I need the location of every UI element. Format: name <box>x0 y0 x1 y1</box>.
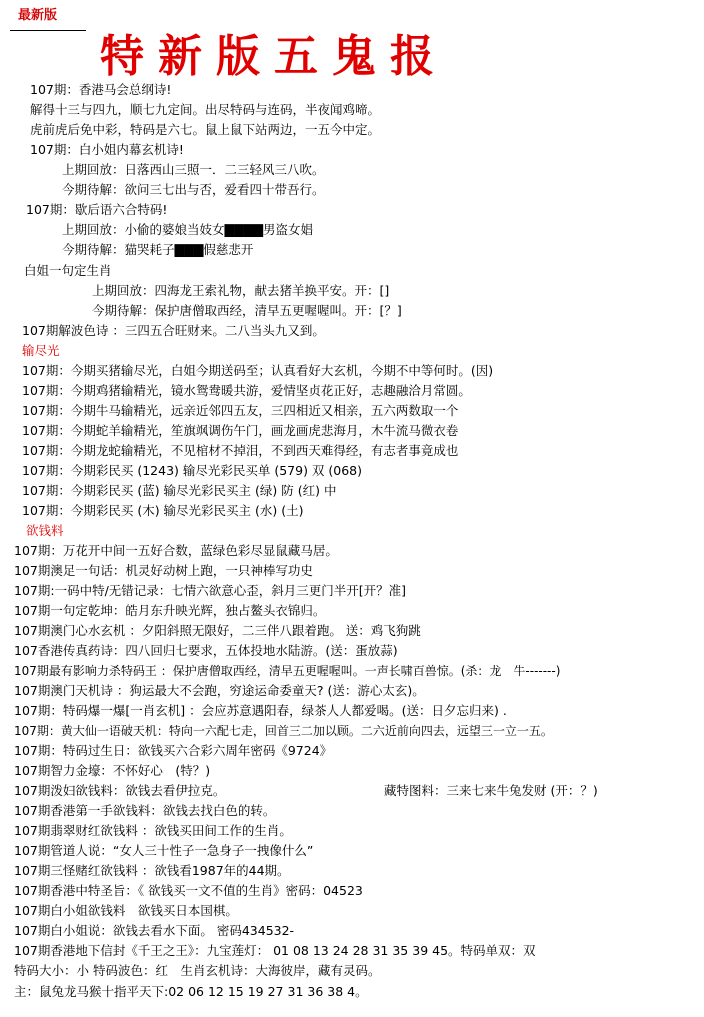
text-line: 白姐一句定生肖 <box>24 263 112 278</box>
text-line: 107期：特码过生日：欲钱买六合彩六周年密码《9724》 <box>14 743 333 758</box>
text-line: 107期：今期买猪输尽光，白姐今期送码至；认真看好大玄机，今期不中等何时。(因) <box>22 363 494 378</box>
text-line: 107期澳足一句话：机灵好动树上跑，一只神棒写功史 <box>14 563 313 578</box>
text-line: 107期：今期鸡猪输精光，镜水鸳鸯暖共游，爱情坚贞花正好，志趣融洽月常圆。 <box>22 383 471 398</box>
text-line: 107期：今期龙蛇输精光，不见棺材不掉泪，不到西天难得经，有志者事竟成也 <box>22 443 459 458</box>
text-line: 107期:一码中特/无错记录：七情六欲意心歪，斜月三更门半开[开？准] <box>14 583 407 598</box>
text-line: 107期三怪赌红欲钱料 ：欲钱看1987年的44期。 <box>14 863 290 878</box>
text-line: 上期回放：四海龙王索礼物，献去猪羊换平安。开：[] <box>92 283 390 298</box>
text-line: 107期香港第一手欲钱料：欲钱去找白色的转。 <box>14 803 276 818</box>
text-line: 107期：万花开中间一五好合数，蓝绿色彩尽显鼠藏马居。 <box>14 543 338 558</box>
text-line: 107期：今期彩民买 (木) 输尽光彩民买主 (水) (土) <box>22 503 304 518</box>
text-line: 特码大小：小 特码波色：红 生肖玄机诗：大海彼岸，藏有灵码。 <box>14 963 381 978</box>
text-line: 藏特图料：三来七来牛兔发财 (开：？) <box>384 783 598 798</box>
text-line: 107期：白小姐内幕玄机诗! <box>30 142 184 157</box>
text-line: 107期一句定乾坤：皓月东升映光辉，独占鳌头衣锦归。 <box>14 603 326 618</box>
text-line: 107期：今期彩民买 (1243) 输尽光彩民买单 (579) 双 (068) <box>22 463 363 478</box>
text-line: 107期解波色诗 ：三四五合旺财来。二八当头九又到。 <box>22 323 325 338</box>
text-line: 107期澳门天机诗 ：狗运最大不会跑，穷途运命委童天? (送：游心太玄)。 <box>14 683 425 698</box>
text-line: 上期回放：日落西山三照一．二三轻风三八吹。 <box>62 162 325 177</box>
text-line: 107期：黄大仙一语破天机：特向一六配七走，回首三二加以顾。二六近前向四去，远望三一立一五。 <box>14 724 553 738</box>
section-heading: 输尽光 <box>22 343 60 358</box>
text-line: 107期泼妇欲钱料：欲钱去看伊拉克。 <box>14 783 226 798</box>
text-line: 107期香港中特圣旨：《 欲钱买一文不值的生肖》密码：04523 <box>14 883 363 898</box>
edition-divider <box>10 30 86 31</box>
text-line: 今期待解：猫哭耗子▇▇▇假慈悲开 <box>62 242 254 257</box>
page-title: 特新版五鬼报 <box>100 31 448 82</box>
section-heading: 欲钱料 <box>26 523 64 538</box>
text-line: 107期：今期牛马输精光，远亲近邻四五友，三四相近又相亲，五六两数取一个 <box>22 403 459 418</box>
text-line: 107期香港地下信封《千王之王》：九宝莲灯： 01 08 13 24 28 31 35 39 45。特码单双：双 <box>14 943 536 958</box>
text-line: 107期：特码爆一爆[一肖玄机] ：会应苏意遇阳春，绿茶人人都爱喝。(送：日夕忘归来) . <box>14 703 507 718</box>
text-line: 107期：今期蛇羊输精光，笙旗飒调伤午门，画龙画虎悲海月，木牛流马微衣卷 <box>22 423 459 438</box>
text-line: 107期：歇后语六合特码! <box>26 202 168 217</box>
text-line: 107期白小姐欲钱料 欲钱买日本国棋。 <box>14 903 238 918</box>
text-line: 虎前虎后免中彩，特码是六七。鼠上鼠下站两边，一五今中定。 <box>30 122 381 137</box>
text-line: 107期：香港马会总纲诗! <box>30 82 172 97</box>
text-line: 107期白小姐说：欲钱去看水下面。 密码434532- <box>14 923 295 938</box>
text-line: 今期待解：欲问三七出与否，爱看四十带吾行。 <box>62 182 325 197</box>
text-line: 107期管道人说：“女人三十性子一急身子一拽像什么” <box>14 843 314 858</box>
text-line: 今期待解：保护唐僧取西经，清早五更喔喔叫。开：[？] <box>92 303 402 318</box>
text-line: 107期最有影响力杀特码王 ：保护唐僧取西经，清早五更喔喔叫。一声长啸百兽惊。(杀：龙 牛-------) <box>14 664 561 678</box>
text-line: 主：鼠兔龙马猴十指平天下:02 06 12 15 19 27 31 36 38 4。 <box>14 984 368 999</box>
text-line: 107期智力金壕：不怀好心 (特？) <box>14 763 211 778</box>
text-line: 107香港传真药诗：四八回归七要求，五体投地水陆游。(送：蛋放蒜) <box>14 643 398 658</box>
text-line: 107期翡翠财红欲钱料 ：欲钱买田间工作的生肖。 <box>14 823 292 838</box>
text-line: 107期：今期彩民买 (蓝) 输尽光彩民买主 (绿) 防 (红) 中 <box>22 483 337 498</box>
text-line: 107期澳门心水玄机 ：夕阳斜照无限好，二三伴八跟着跑。 送：鸡飞狗跳 <box>14 623 421 638</box>
text-line: 上期回放：小偷的婆娘当妓女▇▇▇▇男盗女娼 <box>62 222 313 237</box>
text-line: 解得十三与四九，顺七九定间。出尽特码与连码，半夜闻鸡啼。 <box>30 102 381 117</box>
edition-label: 最新版 <box>18 8 58 23</box>
